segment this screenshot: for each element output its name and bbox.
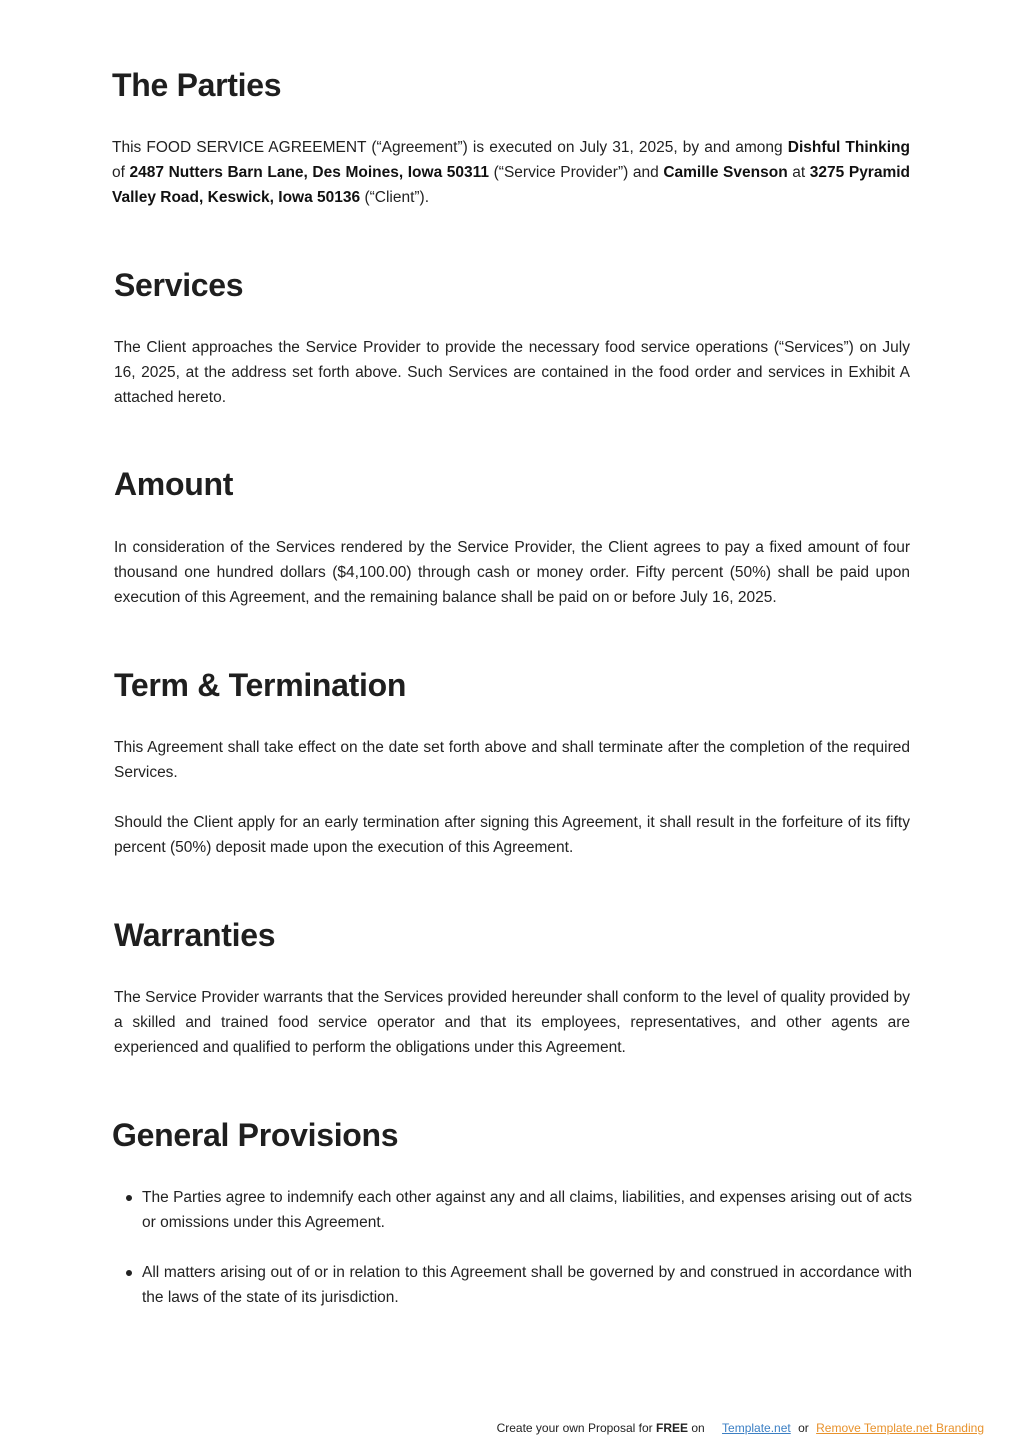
client-address: 3275 Pyramid Valley Road, Keswick, Iowa 50136 (112, 164, 911, 206)
parties-text: (“Client”). (360, 189, 430, 206)
client-name: Camille Svenson (663, 164, 788, 181)
parties-text: of (112, 164, 130, 181)
parties-paragraph (112, 135, 910, 210)
branding-footer (497, 1418, 984, 1438)
template-net-link[interactable]: Template.net (722, 1421, 791, 1435)
footer-free: FREE (655, 1421, 688, 1435)
section-heading-warranties: Warranties (114, 917, 276, 953)
list-item (114, 1185, 912, 1235)
term-paragraph-2: Should the Client apply for an early termination after signing this Agreement, it shall result in the forfeiture of its fifty percent (50%) deposit made upon the execution of this Agreement. (114, 814, 910, 856)
list-item (114, 1260, 912, 1310)
list-item-text: All matters arising out of or in relation to this Agreement shall be governed by and construed in accordance with the laws of the state of its jurisdiction. (142, 1264, 912, 1306)
parties-text: at (787, 164, 810, 181)
section-heading-services: Services (114, 267, 244, 303)
section-heading-amount: Amount (114, 466, 234, 502)
provider-name: Dishful Thinking (787, 139, 910, 156)
footer-prefix: Create your own Proposal for (496, 1421, 656, 1435)
parties-text: This FOOD SERVICE AGREEMENT (“Agreement”) is executed on July 31, 2025, by and among (112, 139, 788, 156)
list-item-text: The Parties agree to indemnify each other against any and all claims, liabilities, and expenses arising out of acts or omissions under this Agreement. (142, 1189, 912, 1231)
remove-branding-link[interactable]: Remove Template.net Branding (816, 1421, 984, 1435)
footer-or: or (798, 1421, 809, 1435)
section-heading-provisions: General Provisions (112, 1117, 399, 1153)
warranties-paragraph: The Service Provider warrants that the Services provided hereunder shall conform to the level of quality provided by a skilled and trained food service operator and that its employees, representatives, and other agents are experienced and qualified to perform the obligations under this Agreement. (114, 989, 910, 1056)
services-paragraph: The Client approaches the Service Provider to provide the necessary food service operations (“Services”) on July 16, 2025, at the address set forth above. Such Services are contained in the food order and services in Exhibit A attached hereto. (114, 339, 910, 406)
bullet-icon (126, 1195, 132, 1201)
amount-paragraph: In consideration of the Services rendered by the Service Provider, the Client agrees to pay a fixed amount of four thousand one hundred dollars ($4,100.00) through cash or money order. Fifty percent (50%) shall be paid upon execution of this Agreement, and the remaining balance shall be paid on or before July 16, 2025. (114, 539, 910, 606)
provider-address: 2487 Nutters Barn Lane, Des Moines, Iowa 50311 (129, 164, 490, 181)
section-heading-term: Term & Termination (114, 667, 407, 703)
parties-text: (“Service Provider”) and (489, 164, 664, 181)
footer-on: on (688, 1421, 705, 1435)
term-paragraph-1: This Agreement shall take effect on the date set forth above and shall terminate after the completion of the required Services. (114, 739, 910, 781)
section-heading-parties: The Parties (112, 67, 282, 103)
bullet-icon (126, 1270, 132, 1276)
provisions-list (114, 1185, 912, 1335)
